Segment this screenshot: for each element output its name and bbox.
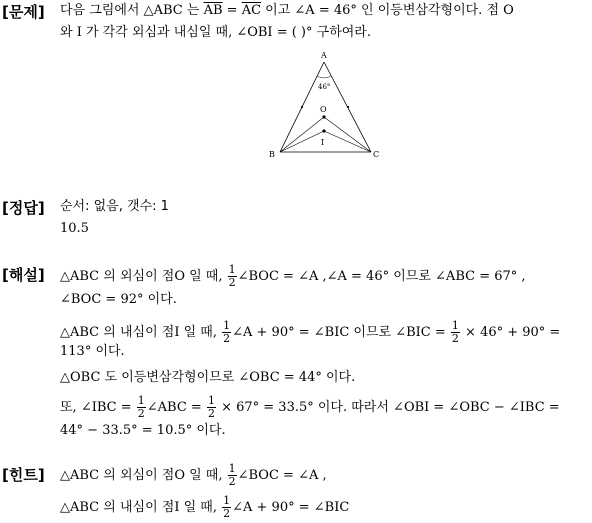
fraction: $\frac{1}{2}$: [451, 319, 459, 345]
fraction: $\frac{1}{2}$: [137, 394, 145, 420]
answer-value: 10.5: [60, 221, 89, 236]
hint-line-1: △ABC 의 외심이 점O 일 때, $\frac{1}{2}$ ∠BOC = ∠A ,: [60, 462, 327, 488]
label-c: C: [373, 150, 380, 159]
fraction: $\frac{1}{2}$: [223, 319, 231, 345]
label-i: I: [321, 138, 325, 147]
solution-line-6: 또, ∠IBC = $\frac{1}{2}$ ∠ABC = $\frac{1}{2}$ × 67° = 33.5° 이다. 따라서 ∠OBI = ∠OBC − ∠IBC =: [60, 394, 560, 420]
segment-ab: $\overline{AB}$: [203, 3, 223, 18]
triangle-figure: [262, 48, 392, 163]
solution-line-3: △ABC 의 내심이 점I 일 때, $\frac{1}{2}$ ∠A + 90° = ∠BIC 이므로 ∠BIC = $\frac{1}{2}$ × 46° + 90° =: [60, 319, 561, 345]
solution-line-5: △OBC 도 이등변삼각형이므로 ∠OBC = 44° 이다.: [60, 370, 356, 385]
hint-tag: [힌트]: [2, 466, 45, 484]
answer-line-1: 순서: 없음, 갯수: 1: [60, 199, 169, 214]
label-o: O: [320, 105, 327, 114]
solution-tag: [해설]: [2, 266, 45, 284]
fraction: $\frac{1}{2}$: [207, 394, 215, 420]
label-b: B: [269, 150, 275, 159]
solution-line-2: ∠BOC = 92° 이다.: [60, 292, 177, 307]
solution-line-7: 44° − 33.5° = 10.5° 이다.: [60, 423, 226, 438]
solution-line-4: 113° 이다.: [60, 344, 125, 359]
problem-tag: [문제]: [2, 3, 45, 21]
fraction: $\frac{1}{2}$: [228, 462, 236, 488]
hint-line-2: △ABC 의 내심이 점I 일 때, $\frac{1}{2}$ ∠A + 90° = ∠BIC: [60, 494, 350, 520]
problem-line-2: 와 I 가 각각 외심과 내심일 때, ∠OBI = ( )° 구하여라.: [60, 25, 372, 40]
fraction: $\frac{1}{2}$: [223, 494, 231, 520]
angle-label: 46°: [318, 83, 331, 91]
problem-line-1: 다음 그림에서 △ABC 는 $\overline{AB} = \overline{AC}$ 이고 ∠A = 46° 인 이등변삼각형이다. 점 O: [60, 3, 514, 18]
segment-ac: $\overline{AC}$: [241, 3, 262, 18]
solution-line-1: △ABC 의 외심이 점O 일 때, $\frac{1}{2}$ ∠BOC = ∠A ,∠A = 46° 이므로 ∠ABC = 67° ,: [60, 263, 526, 289]
label-a: A: [321, 51, 327, 60]
answer-tag: [정답]: [2, 199, 45, 217]
fraction: $\frac{1}{2}$: [228, 263, 236, 289]
